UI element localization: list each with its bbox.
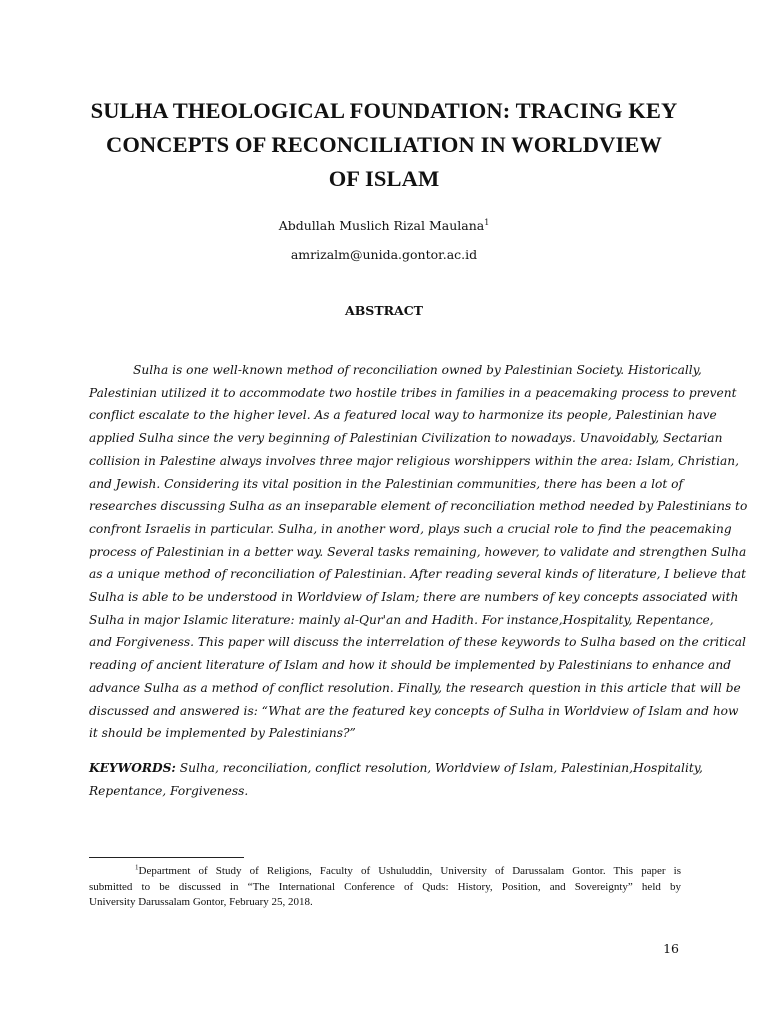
title-line-3: OF ISLAM — [328, 166, 440, 191]
abstract-line: applied Sulha since the very beginning of Palestinian Civilization to nowadays. Unavoidably, Sectarian — [89, 431, 723, 446]
abstract-line: and Forgiveness. This paper will discuss the interrelation of these keywords to Sulha based on the critical — [89, 635, 746, 650]
abstract-line: as a unique method of reconciliation of Palestinian. After reading several kinds of literature, I believe that — [89, 567, 746, 582]
abstract-line: advance Sulha as a method of conflict resolution. Finally, the research question in this article that will be — [89, 680, 741, 695]
abstract-line: it should be implemented by Palestinians?” — [89, 726, 356, 741]
footnote — [89, 864, 681, 911]
abstract-line: Sulha is able to be understood in Worldview of Islam; there are numbers of key concepts associated with — [89, 590, 739, 605]
abstract-line: process of Palestinian in a better way. Several tasks remaining, however, to validate and strengthen Sulha — [89, 544, 747, 559]
title-line-2: CONCEPTS OF RECONCILIATION IN WORLDVIEW — [105, 132, 663, 157]
keywords-line-2: Repentance, Forgiveness. — [89, 783, 249, 798]
abstract-line: confront Israelis in particular. Sulha, in another word, plays such a crucial role to find the peacemaking — [89, 521, 732, 536]
abstract-line: Palestinian utilized it to accommodate two hostile tribes in families in a peacemaking process to prevent — [89, 385, 737, 400]
abstract-line: and Jewish. Considering its vital position in the Palestinian communities, there has been a lot of — [89, 476, 684, 491]
footnote-line-1 — [89, 864, 681, 880]
author-footnote-marker: 1 — [484, 217, 490, 227]
author-line — [0, 217, 768, 235]
author-email: amrizalm@unida.gontor.ac.id — [290, 247, 478, 262]
abstract-line: researches discussing Sulha as an inseparable element of reconciliation method needed by Palestinians to — [89, 499, 748, 514]
keywords-section — [89, 757, 703, 802]
keywords-line-1 — [89, 757, 703, 780]
abstract-heading: ABSTRACT — [345, 303, 423, 318]
footnote-text-1: Department of Study of Religions, Faculty of Ushuluddin, University of Darussalam Gontor. This paper is — [138, 865, 681, 877]
footnote-marker: 1 — [135, 863, 139, 872]
footnote-line-2: submitted to be discussed in “The International Conference of Quds: History, Position, and Sovereignty” held by — [89, 880, 681, 893]
footnote-divider — [89, 857, 244, 858]
keywords-label: KEYWORDS: — [89, 761, 176, 775]
abstract-line: discussed and answered is: “What are the featured key concepts of Sulha in Worldview of Islam and how — [89, 703, 739, 718]
footnote-line-3: University Darussalam Gontor, February 25, 2018. — [89, 896, 313, 908]
title-line-1: SULHA THEOLOGICAL FOUNDATION: TRACING KEY — [90, 98, 678, 123]
abstract-line: Sulha in major Islamic literature: mainly al-Qur'an and Hadith. For instance,Hospitality, Repentance, — [89, 612, 714, 627]
abstract-body — [89, 359, 748, 745]
author-name: Abdullah Muslich Rizal Maulana — [278, 218, 485, 233]
page-number: 16 — [663, 941, 679, 956]
abstract-line: conflict escalate to the higher level. As a featured local way to harmonize its people, Palestinian have — [89, 408, 717, 423]
keywords-text-1: Sulha, reconciliation, conflict resolution, Worldview of Islam, Palestinian,Hospitality, — [179, 761, 703, 775]
abstract-line: Sulha is one well-known method of reconciliation owned by Palestinian Society. Historically, — [133, 363, 702, 377]
abstract-line: reading of ancient literature of Islam and how it should be implemented by Palestinians to enhance and — [89, 658, 732, 673]
abstract-line: collision in Palestine always involves three major religious worshippers within the area: Islam, Christian, — [89, 453, 739, 468]
paper-title — [70, 94, 698, 196]
